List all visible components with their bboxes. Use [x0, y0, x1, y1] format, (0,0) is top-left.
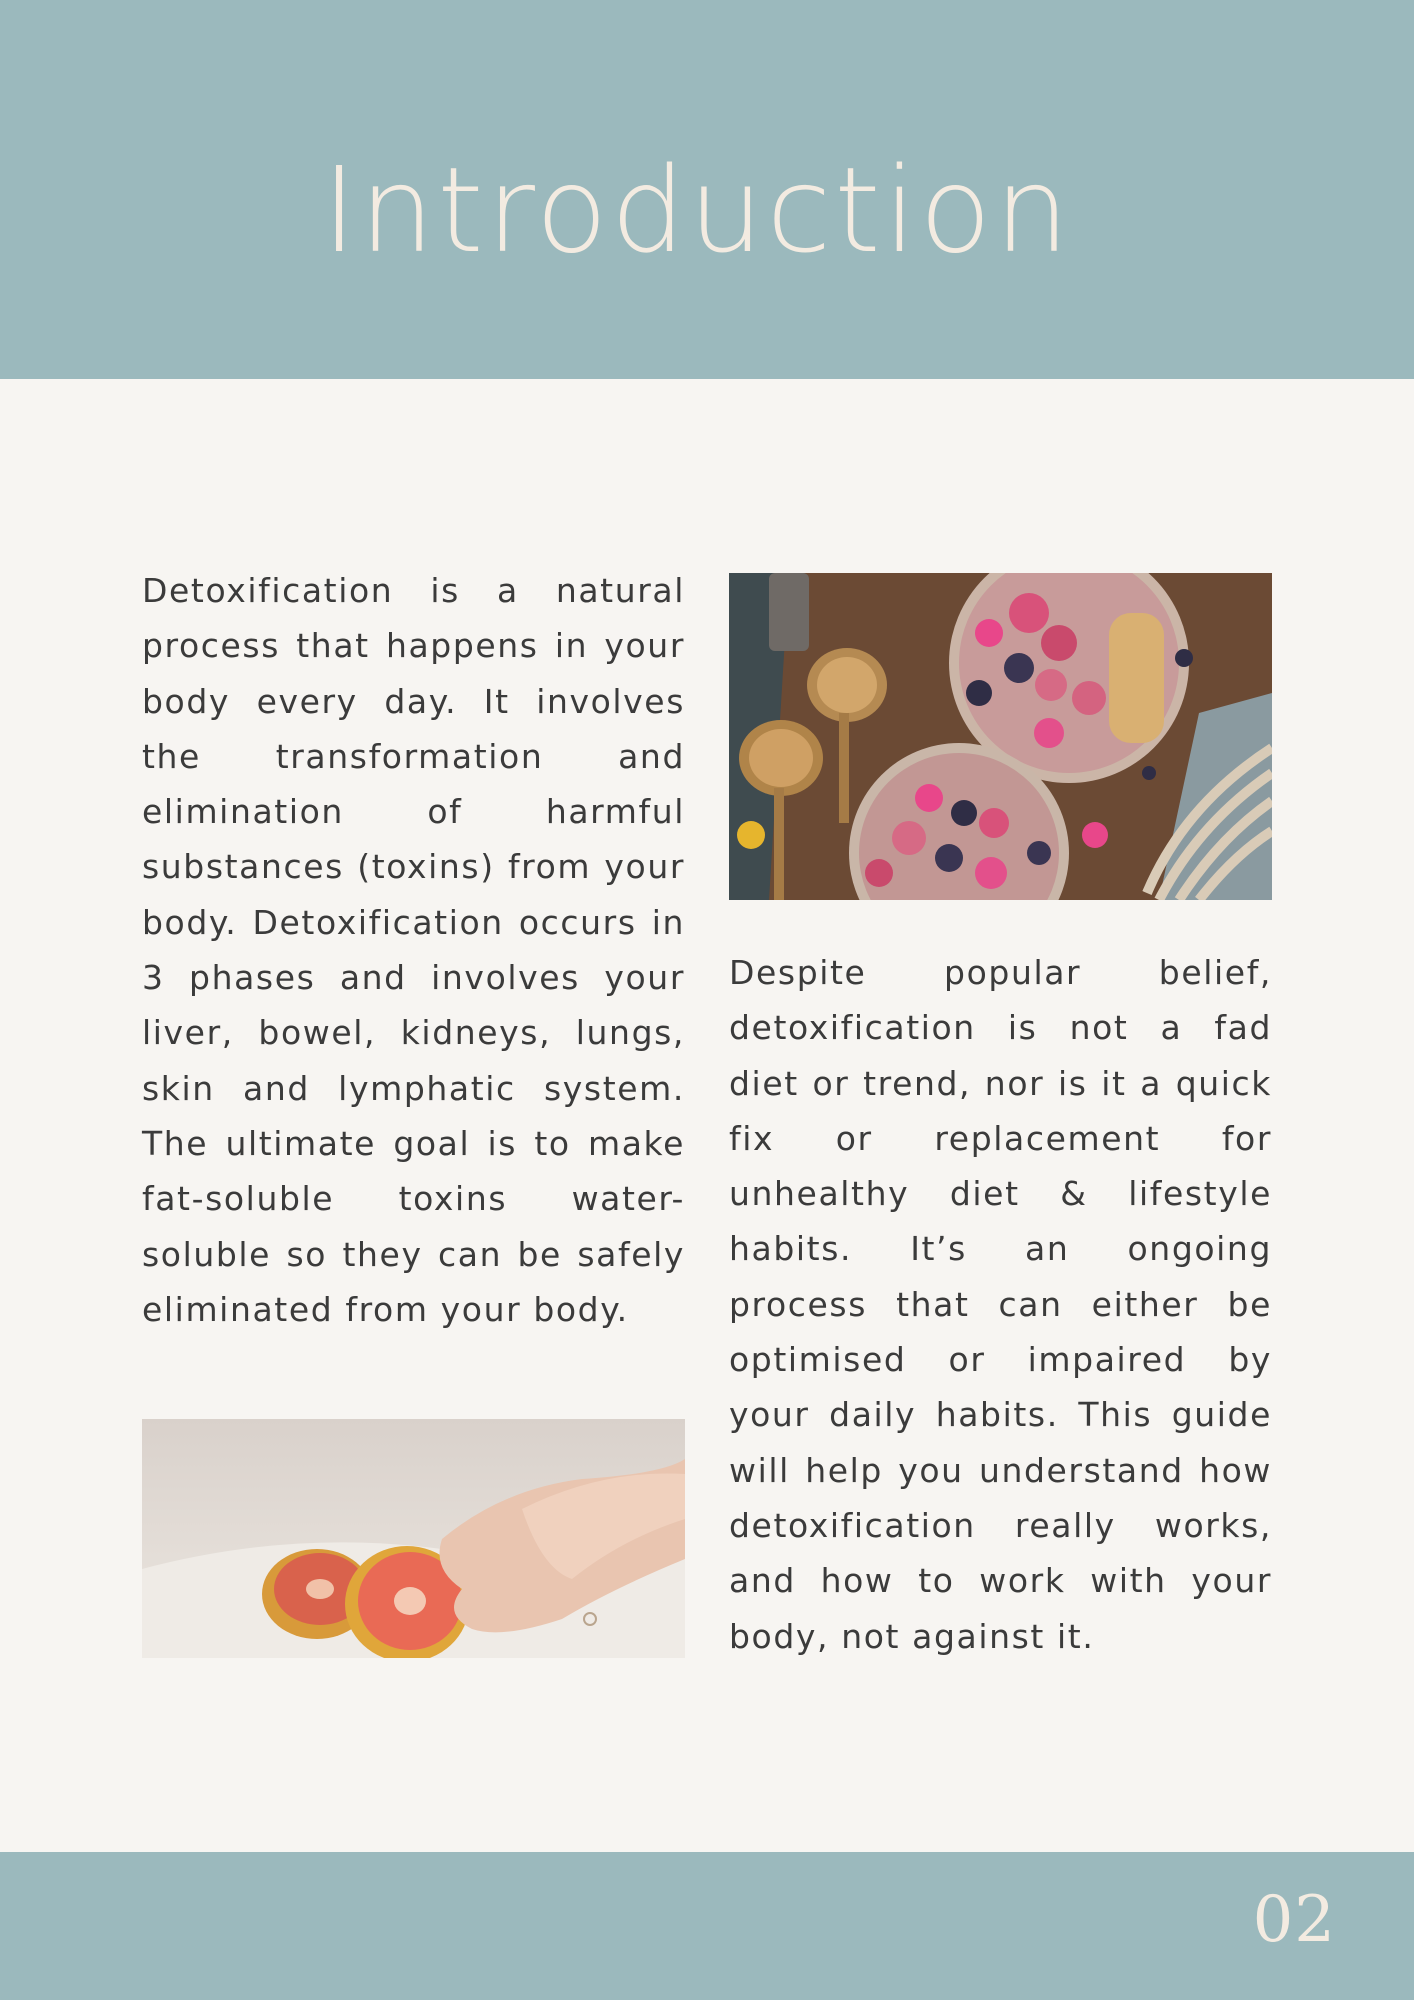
grapefruit-hands-photo [142, 1419, 685, 1658]
page-title: Introduction [321, 141, 1073, 279]
smoothie-bowls-photo [729, 573, 1272, 900]
intro-paragraph-right: Despite popular belief, detoxification is not a fad diet or trend, nor is it a quick fix or replacement for unhealthy diet & lifestyle habits. It’s an ongoing process that can either be optimised or impaired by your daily habits. This guide will help you understand how detoxification really works, and how to work with your body, not against it. [729, 953, 1272, 1656]
intro-paragraph-left: Detoxification is a natural process that happens in your body every day. It involves the transformation and elimination of harmful substances (toxins) from your body. Detoxification occurs in 3 phases and involves your liver, bowel, kidneys, lungs, skin and lymphatic system. The ultimate goal is to make fat-soluble toxins water-soluble so they can be safely eliminated from your body. [142, 571, 685, 1329]
page-number: 02 [1252, 1883, 1336, 1957]
footer-band [0, 1852, 1414, 2000]
